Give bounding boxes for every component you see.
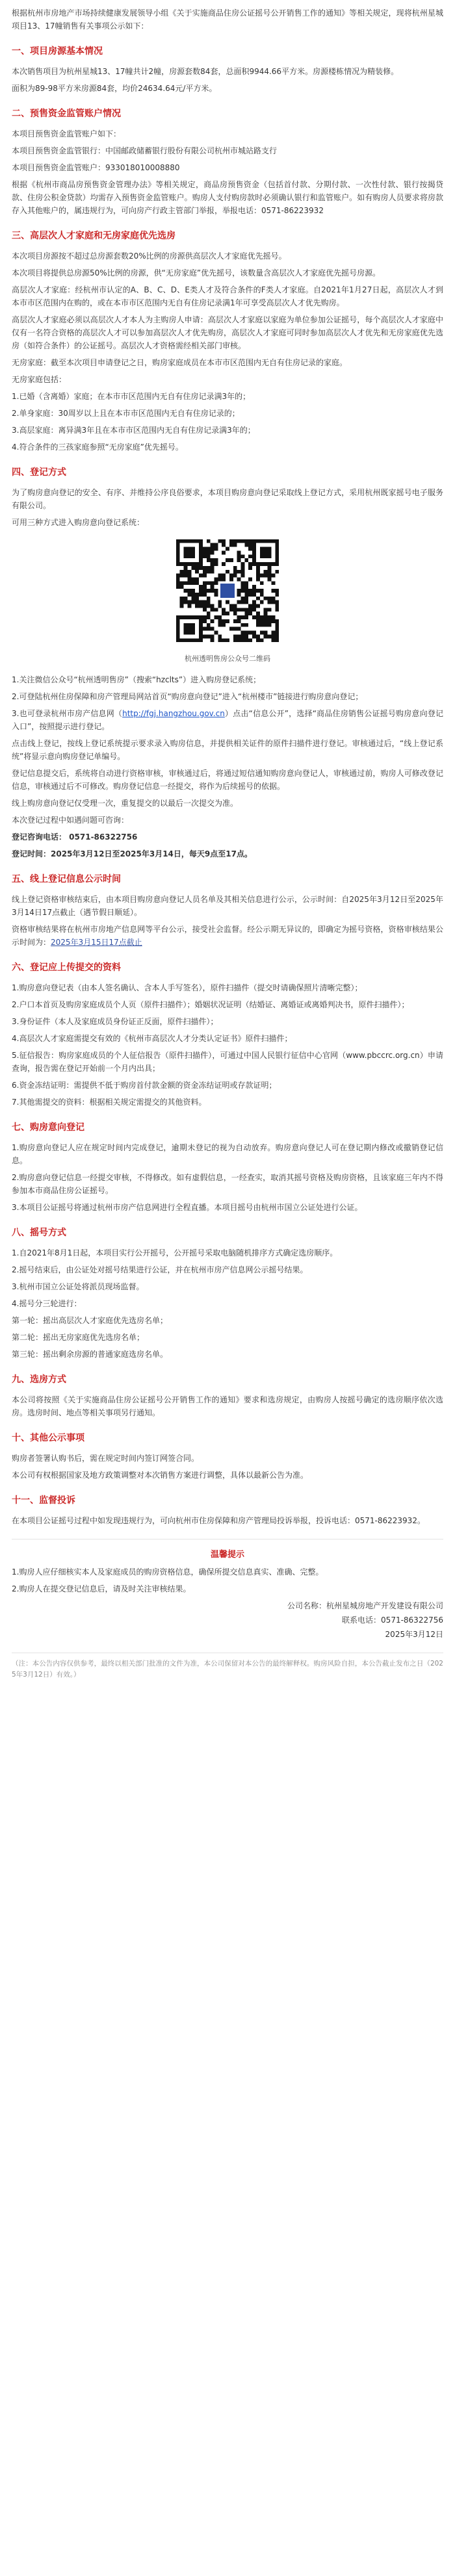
registration-entry-wechat: 1.关注微信公众号“杭州透明售房”（搜索“hzclts”）进入购房登记系统； [12,675,261,684]
footnote: （注：本公告内容仅供参考，最终以相关部门批准的文件为准，本公司保留对本公告的最终解释权。购房风险自担，本公告截止发布之日（2025年3月12日）有效。） [12,1660,443,1679]
document-item: 1.购房意向登记表（由本人签名确认、含本人手写签名），原件扫描件（提交时请确保照片清晰完整）； [12,983,363,992]
company-name: 公司名称：杭州星城房地产开发建设有限公司 [287,1601,443,1610]
other-paragraph: 本公司有权根据国家及地方政策调整对本次销售方案进行调整，具体以最新公告为准。 [12,1471,309,1480]
document-item: 7.其他需提交的资料：根据相关规定需提交的其他资料。 [12,1098,207,1107]
registration-entry-bureau: 2.可登陆杭州住房保障和房产管理局网站首页“购房意向登记”进入“杭州楼市”链接进行购房意向登记； [12,692,363,701]
escrow-rules: 根据《杭州市商品房预售资金管理办法》等相关规定，商品房预售资金（包括首付款、分期付款、一次性付款、银行按揭贷款、住房公积金贷款）均需存入预售资金监管账户。购房人支付购房款时必须确认银行和监管账户。如有购房人员要求将房款存入其他账户的，属违规行为，可向房产行政主管部门举报，举报电话：0571-86223932 [12,180,443,215]
lottery-paragraph: 4.摇号分三轮进行： [12,1299,82,1308]
no-house-definition: 无房家庭：截至本次项目申请登记之日，购房家庭成员在本市市区范围内无自有住房记录的家庭。 [12,358,348,367]
qr-code-block [12,535,443,665]
lottery-paragraph: 2.摇号结束后，由公证处对摇号结果进行公证，并在杭州市房产信息网公示摇号结果。 [12,1265,308,1274]
qr-code-image [172,535,283,646]
talent-family-rules: 高层次人才家庭必须以高层次人才本人为主购房人申请：高层次人才家庭以家庭为单位参加公证摇号，每个高层次人才家庭中仅有一名符合资格的高层次人才可以参加高层次人才优先购房，高层次人才家庭可同时参加高层次人才优先和无房家庭优先选房（如符合条件）的公证摇号。高层次人才资格需经相关部门审核。 [12,315,443,350]
house-info-website-link[interactable]: http://fgj.hangzhou.gov.cn [122,709,225,718]
signature-block [12,1599,443,1641]
section-title-registration-method: 四、登记方式 [12,467,66,478]
document-item: 2.户口本首页及购房家庭成员个人页（原件扫描件）；婚姻状况证明（结婚证、离婚证或离婚判决书，原件扫描件）； [12,1000,410,1009]
lottery-paragraph: 3.杭州市国立公证处将派员现场监督。 [12,1282,144,1291]
escrow-line: 本项目预售资金监管账户如下： [12,129,122,138]
section-title-documents: 六、登记应上传提交的资料 [12,962,121,973]
section-title-publicity-time: 五、线上登记信息公示时间 [12,874,121,884]
section-title-project-info: 一、项目房源基本情况 [12,46,103,57]
qr-code-caption: 杭州透明售房公众号二维码 [185,654,270,663]
registration-entry-intro: 可用三种方式进入购房意向登记系统： [12,518,145,527]
registration-upload-note: 点击线上登记，按线上登记系统提示要求录入购房信息，并提供相关证件的原件扫描件进行登记。审核通过后，“线上登记系统”将显示意向购房登记单编号。 [12,739,443,761]
project-info-paragraph: 本次销售项目为杭州星城13、17幢共计2幢，房源套数84套，总面积9944.66平方米。房源楼栋情况为精装修。 [12,67,399,76]
section-title-intent-registration: 七、购房意向登记 [12,1122,84,1133]
no-house-item: 1.已婚（含离婚）家庭；在本市市区范围内无自有住房记录满3年的； [12,392,251,401]
registration-once-note: 线上购房意向登记仅受理一次，重复提交的以最后一次提交为准。 [12,799,239,808]
supervision-paragraph: 在本项目公证摇号过程中如发现违规行为，可向杭州市住房保障和房产管理局投诉举报，投诉电话：0571-86223932。 [12,1516,425,1525]
priority-no-house-quota: 本次项目将提供总房源50%比例的房源，供“无房家庭”优先摇号，该数量含高层次人才家庭优先摇号房源。 [12,268,381,277]
registration-entry-website-text: 3.也可登录杭州市房产信息网（ [12,709,123,718]
project-price-paragraph: 面积为89-98平方米房源84套，均价24634.64元/平方米。 [12,84,217,93]
no-house-item: 3.高层家庭：离异满3年且在本市市区范围内无自有住房记录满3年的； [12,426,255,435]
no-house-item: 4.符合条件的三孩家庭参照“无房家庭”优先摇号。 [12,443,183,452]
company-phone: 联系电话：0571-86322756 [342,1616,443,1625]
section-title-escrow-account: 二、预售资金监管账户情况 [12,109,121,119]
other-paragraph: 购房者签署认购书后，需在规定时间内签订网签合同。 [12,1454,200,1463]
lottery-paragraph: 1.自2021年8月1日起，本项目实行公开摇号，公开摇号采取电脑随机排序方式确定选房顺序。 [12,1248,338,1257]
escrow-bank: 本项目预售资金监管银行：中国邮政储蓄银行股份有限公司杭州市城站路支行 [12,146,278,155]
publicity-time-paragraph: 线上登记资格审核结束后，由本项目购房意向登记人员名单及其相关信息进行公示，公示时间：自2025年3月12日至2025年3月14日17点截止（遇节假日顺延）。 [12,895,443,917]
escrow-account-number: 本项目预售资金监管账户：933018010008880 [12,163,180,172]
document-item: 4.高层次人才家庭需提交有效的《杭州市高层次人才分类认定证书》原件扫描件； [12,1034,292,1043]
no-house-includes: 无房家庭包括： [12,375,67,384]
section-title-supervision: 十一、监督投诉 [12,1495,75,1506]
publicity-result-date: 2025年3月15日17点截止 [51,938,142,947]
document-item: 3.身份证件（本人及家庭成员身份证正反面，原件扫描件）； [12,1017,218,1026]
lottery-round: 第一轮：摇出高层次人才家庭优先选房名单； [12,1316,168,1325]
publicity-result-text: 资格审核结果将在杭州市房地产信息网等平台公示，接受社会监督。经公示期无异议的，即确定为摇号资格，资格审核结果公示时间为： [12,925,443,947]
registration-entry-website-rest: ）点击“信息公开”，选择“商品住房销售公证摇号购房意向登记入口”，按照提示进行登记。 [12,709,444,731]
registration-phone: 登记咨询电话： 0571-86322756 [12,832,138,842]
no-house-item: 2.单身家庭：30周岁以上且在本市市区范围内无自有住房记录的； [12,409,240,418]
registration-method-paragraph: 为了购房意向登记的安全、有序、并维持公序良俗要求，本项目购房意向登记采取线上登记方式，采用杭州既家摇号电子服务有限公司。 [12,488,443,510]
intent-paragraph: 2.购房意向登记信息一经提交审核，不得修改。如有虚假信息，一经查实，取消其摇号资格及购房资格，且该家庭三年内不得参加本市商品住房公证摇号。 [12,1173,443,1195]
registration-entry-website [12,707,443,733]
registration-time: 登记时间：2025年3月12日至2025年3月14日，每天9点至17点。 [12,849,252,858]
announcement-date: 2025年3月12日 [385,1630,443,1639]
intent-paragraph: 3.本项目公证摇号将通过杭州市房产信息网进行全程直播。本项目摇号由杭州市国立公证处进行公证。 [12,1203,363,1212]
selection-paragraph: 本公司将按照《关于实施商品住房公证摇号公开销售工作的通知》要求和选房规定，由购房人按摇号确定的选房顺序依次选房。选房时间、地点等相关事项另行通知。 [12,1395,443,1417]
document-item: 6.资金冻结证明：需提供不低于购房首付款金额的资金冻结证明或存款证明； [12,1081,277,1090]
intro-paragraph: 根据杭州市房地产市场持续健康发展领导小组《关于实施商品住房公证摇号公开销售工作的通知》等相关规定，现将杭州星城项目13、17幢销售有关事项公示如下： [12,8,443,31]
registration-audit-note: 登记信息提交后，系统将自动进行资格审核，审核通过后，将通过短信通知购房意向登记人，审核通过前，购房人可修改登记信息，审核通过后不可修改。购房登记信息一经提交，将作为后续摇号的依据。 [12,769,443,791]
document-item: 5.征信报告：购房家庭成员的个人征信报告（原件扫描件），可通过中国人民银行征信中心官网（www.pbccrc.org.cn）申请查询，报告需在登记开始前一个月内出具； [12,1051,443,1073]
talent-family-definition: 高层次人才家庭：经杭州市认定的A、B、C、D、E类人才及符合条件的F类人才家庭。自2021年1月27日起，高层次人才到本市市区范围内在购的，或在本市市区范围内无自有住房记录满1年可享受高层次人才优先购房。 [12,285,443,307]
tips-title: 温馨提示 [210,1550,244,1560]
section-title-selection-method: 九、选房方式 [12,1374,66,1385]
lottery-round: 第三轮：摇出剩余房源的普通家庭选房名单。 [12,1350,168,1359]
registration-consult-note: 本次登记过程中如遇问题可咨询： [12,816,129,825]
intent-paragraph: 1.购房意向登记人应在规定时间内完成登记，逾期未登记的视为自动放弃。购房意向登记人可在登记期内修改或撤销登记信息。 [12,1143,443,1165]
section-title-priority: 三、高层次人才家庭和无房家庭优先选房 [12,231,176,241]
lottery-round: 第二轮：摇出无房家庭优先选房名单； [12,1333,145,1342]
section-title-lottery-method: 八、摇号方式 [12,1228,66,1238]
tips-paragraph: 1.购房人应仔细核实本人及家庭成员的购房资格信息，确保所提交信息真实、准确、完整。 [12,1567,324,1577]
section-title-other-matters: 十、其他公示事项 [12,1433,84,1443]
tips-paragraph: 2.购房人在提交登记信息后，请及时关注审核结果。 [12,1584,191,1593]
priority-talent-quota: 本次项目房源按不超过总房源套数20%比例的房源供高层次人才家庭优先摇号。 [12,251,287,261]
publicity-result-paragraph [12,923,443,949]
